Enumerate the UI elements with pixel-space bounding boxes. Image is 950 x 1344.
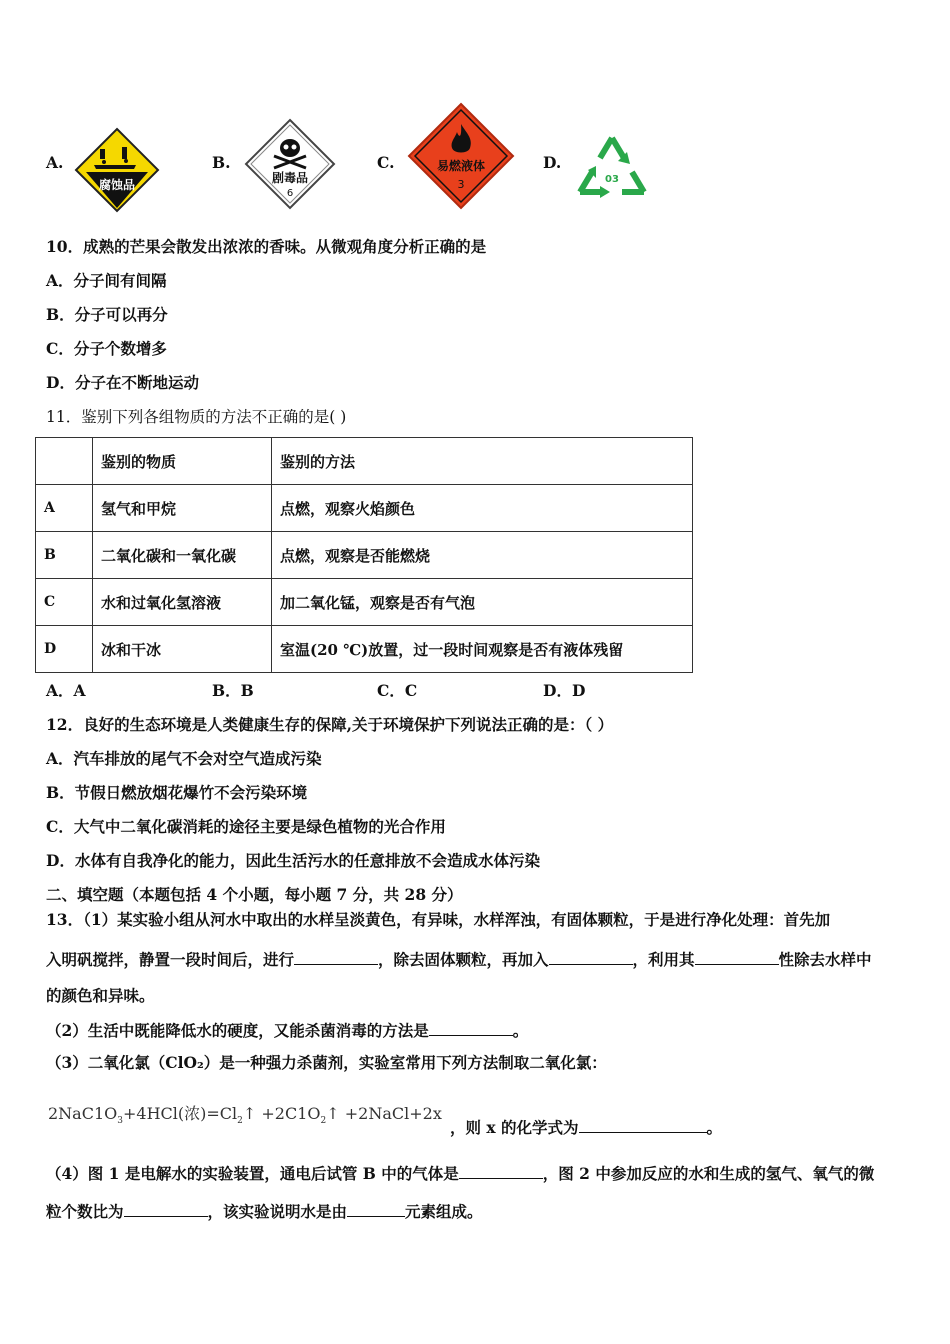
answer-blank[interactable] bbox=[579, 1116, 707, 1133]
section-title: 二、填空题（本题包括 4 个小题，每小题 7 分，共 28 分） bbox=[46, 885, 463, 904]
table-cell: A bbox=[36, 485, 93, 532]
q12-stem: 12．良好的生态环境是人类健康生存的保障,关于环境保护下列说法正确的是：（ ） bbox=[46, 715, 614, 734]
option-c-letter: C. bbox=[377, 153, 395, 172]
q13-p2 bbox=[46, 1019, 528, 1041]
text-span: ，则 x 的化学式为 bbox=[450, 1118, 579, 1137]
text-span: 元素组成。 bbox=[405, 1202, 483, 1221]
q13-p3b bbox=[450, 1116, 722, 1138]
q10-option-d: D．分子在不断地运动 bbox=[46, 373, 199, 392]
q13-p3: （3）二氧化氯（ClO₂）是一种强力杀菌剂，实验室常用下列方法制取二氧化氯： bbox=[46, 1053, 607, 1072]
q11-table bbox=[35, 437, 693, 673]
answer-blank[interactable] bbox=[549, 948, 633, 965]
text-span: 入明矾搅拌，静置一段时间后，进行 bbox=[46, 950, 295, 969]
toxic-label: 剧毒品 bbox=[271, 171, 309, 185]
option-a-letter: A. bbox=[46, 153, 64, 172]
formula-sub: 3 bbox=[117, 1116, 123, 1127]
toxic-sign bbox=[244, 118, 336, 214]
answer-blank[interactable] bbox=[124, 1200, 208, 1217]
text-span: 。 bbox=[512, 1021, 529, 1040]
flammable-sign bbox=[407, 102, 515, 214]
answer-blank[interactable] bbox=[294, 948, 378, 965]
table-header: 鉴别的方法 bbox=[272, 438, 693, 485]
table-cell: 二氧化碳和一氧化碳 bbox=[93, 532, 272, 579]
q13-p1-line1: 13．（1）某实验小组从河水中取出的水样呈淡黄色，有异味，水样浑浊，有固体颗粒，于是进行净化处理：首先加 bbox=[46, 910, 831, 929]
q13-p1-line2 bbox=[46, 948, 872, 970]
q13-p4-line1 bbox=[46, 1162, 874, 1184]
text-span: ，除去固体颗粒，再加入 bbox=[378, 950, 549, 969]
q11-answer-c: C．C bbox=[377, 681, 418, 700]
answer-blank[interactable] bbox=[429, 1019, 513, 1036]
option-b-letter: B. bbox=[212, 153, 231, 172]
q13-p4-line2 bbox=[46, 1200, 483, 1222]
recycle-label: 03 bbox=[605, 174, 619, 185]
text-span: ，利用其 bbox=[632, 950, 695, 969]
text-span: ，该实验说明水是由 bbox=[207, 1202, 348, 1221]
text-span: 性除去水样中 bbox=[778, 950, 872, 969]
table-row bbox=[36, 532, 693, 579]
formula-sub: 2 bbox=[237, 1116, 243, 1127]
table-row bbox=[36, 579, 693, 626]
table-cell: 冰和干冰 bbox=[93, 626, 272, 673]
flammable-label: 易燃液体 bbox=[436, 159, 486, 173]
table-cell: 室温(20 ℃)放置，过一段时间观察是否有液体残留 bbox=[272, 626, 693, 673]
answer-blank[interactable] bbox=[459, 1162, 543, 1179]
toxic-sublabel: 6 bbox=[286, 188, 294, 199]
formula-part: ↑ +2C1O bbox=[242, 1104, 321, 1123]
text-span: ，图 2 中参加反应的水和生成的氢气、氧气的微 bbox=[542, 1164, 875, 1183]
table-cell: D bbox=[36, 626, 93, 673]
q11-stem: 11．鉴别下列各组物质的方法不正确的是( ) bbox=[46, 408, 347, 426]
answer-blank[interactable] bbox=[695, 948, 779, 965]
q12-option-d: D．水体有自我净化的能力，因此生活污水的任意排放不会造成水体污染 bbox=[46, 851, 540, 870]
chemical-equation bbox=[48, 1101, 442, 1126]
recycle-sign bbox=[572, 134, 652, 210]
table-row bbox=[36, 626, 693, 673]
flammable-sublabel: 3 bbox=[457, 178, 465, 191]
table-row bbox=[36, 485, 693, 532]
q13-p1-line3: 的颜色和异味。 bbox=[46, 986, 155, 1005]
corrosive-sign bbox=[74, 127, 160, 217]
formula-sub: 2 bbox=[320, 1116, 327, 1127]
table-cell: 水和过氧化氢溶液 bbox=[93, 579, 272, 626]
q10-stem: 10．成熟的芒果会散发出浓浓的香味。从微观角度分析正确的是 bbox=[46, 237, 487, 256]
table-cell: B bbox=[36, 532, 93, 579]
q10-option-c: C．分子个数增多 bbox=[46, 339, 167, 358]
q11-answer-a: A．A bbox=[46, 681, 86, 700]
text-span: 粒个数比为 bbox=[46, 1202, 124, 1221]
q12-option-b: B．节假日燃放烟花爆竹不会污染环境 bbox=[46, 783, 308, 802]
q11-answer-b: B．B bbox=[212, 681, 254, 700]
table-cell: C bbox=[36, 579, 93, 626]
formula-part: ↑ +2NaCl+2x bbox=[326, 1104, 442, 1123]
text-span: （4）图 1 是电解水的实验装置，通电后试管 B 中的气体是 bbox=[46, 1164, 459, 1183]
text-span: 。 bbox=[706, 1118, 723, 1137]
answer-blank[interactable] bbox=[347, 1200, 405, 1217]
table-header bbox=[36, 438, 93, 485]
table-cell: 加二氧化锰，观察是否有气泡 bbox=[272, 579, 693, 626]
q12-option-a: A．汽车排放的尾气不会对空气造成污染 bbox=[46, 749, 322, 768]
formula-part: 2NaC1O bbox=[48, 1104, 118, 1123]
formula-part: +4HCl(浓)=Cl bbox=[123, 1104, 238, 1123]
q10-option-a: A．分子间有间隔 bbox=[46, 271, 167, 290]
q12-option-c: C．大气中二氧化碳消耗的途径主要是绿色植物的光合作用 bbox=[46, 817, 446, 836]
q10-option-b: B．分子可以再分 bbox=[46, 305, 168, 324]
text-span: （2）生活中既能降低水的硬度，又能杀菌消毒的方法是 bbox=[46, 1021, 429, 1040]
table-header-row bbox=[36, 438, 693, 485]
table-header: 鉴别的物质 bbox=[93, 438, 272, 485]
corrosive-label: 腐蚀品 bbox=[98, 178, 136, 192]
recycle-icon bbox=[572, 134, 652, 206]
q11-answer-d: D．D bbox=[543, 681, 586, 700]
table-cell: 氢气和甲烷 bbox=[93, 485, 272, 532]
table-cell: 点燃，观察是否能燃烧 bbox=[272, 532, 693, 579]
table-cell: 点燃，观察火焰颜色 bbox=[272, 485, 693, 532]
option-d-letter: D. bbox=[543, 153, 562, 172]
